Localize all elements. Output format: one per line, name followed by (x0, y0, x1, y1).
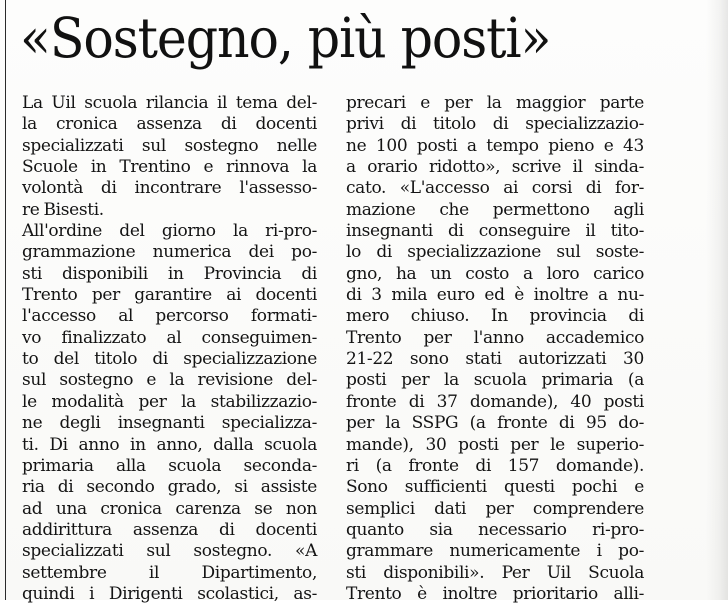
text-line: La Uil scuola rilancia il tema del- (22, 93, 317, 113)
text-line: to del titolo di specializzazione (22, 349, 317, 370)
article-column-2 (346, 93, 644, 605)
text-line: Sono sufficienti questi pochi e (346, 477, 644, 498)
text-line: a orario ridotto», scrive il sinda- (346, 157, 644, 178)
text-line: ne 100 posti a tempo pieno e 43 (346, 135, 644, 156)
text-line: precari e per la maggior parte (346, 93, 644, 113)
text-line: sti disponibili in Provincia di (22, 263, 317, 284)
text-line: sul sostegno e la revisione del- (22, 370, 317, 391)
text-line: vo finalizzato al conseguimen- (22, 327, 317, 348)
text-line: Scuole in Trentino e rinnova la (22, 157, 317, 178)
text-line: ne degli insegnanti specializza- (22, 413, 317, 434)
text-line: privi di titolo di specializzazio- (346, 114, 644, 135)
text-line: addirittura assenza di docenti (22, 519, 317, 540)
text-line: per la SSPG (a fronte di 95 do- (346, 413, 644, 434)
text-line: primaria alla scuola seconda- (22, 455, 317, 476)
text-line: settembre il Dipartimento, (22, 562, 317, 583)
text-line: ad una cronica carenza se non (22, 498, 317, 519)
text-line: quanto sia necessario ri-pro- (346, 519, 644, 540)
text-line: mazione che permettono agli (346, 199, 644, 220)
text-line: gno, ha un costo a loro carico (346, 263, 644, 284)
text-line: di 3 mila euro ed è inoltre a nu- (346, 285, 644, 306)
text-line: specializzati sul sostegno. «A (22, 541, 317, 562)
text-line: Trento per l'anno accademico (346, 327, 644, 348)
text-line: grammare numericamente i po- (346, 541, 644, 562)
text-line: All'ordine del giorno la ri-pro- (22, 221, 317, 242)
text-line: posti per la scuola primaria (a (346, 370, 644, 391)
text-line: l'accesso al percorso formati- (22, 306, 317, 327)
text-line: le modalità per la stabilizzazio- (22, 391, 317, 412)
text-line: sti disponibili». Per Uil Scuola (346, 562, 644, 583)
column-rule (5, 0, 6, 600)
page-edge-shadow (706, 0, 728, 600)
text-line: la cronica assenza di docenti (22, 114, 317, 135)
text-line: 21-22 sono stati autorizzati 30 (346, 349, 644, 370)
text-line: specializzati sul sostegno nelle (22, 135, 317, 156)
text-line: semplici dati per comprendere (346, 498, 644, 519)
text-line: Trento è inoltre prioritario alli- (346, 583, 644, 604)
text-line: grammazione numerica dei po- (22, 242, 317, 263)
text-line: ria di secondo grado, si assiste (22, 477, 317, 498)
text-line: Trento per garantire ai docenti (22, 285, 317, 306)
text-line: volontà di incontrare l'assesso- (22, 178, 317, 199)
text-line: mero chiuso. In provincia di (346, 306, 644, 327)
text-line: ri (a fronte di 157 domande). (346, 455, 644, 476)
text-line: fronte di 37 domande), 40 posti (346, 391, 644, 412)
text-line: mande), 30 posti per le superio- (346, 434, 644, 455)
text-line: insegnanti di conseguire il tito- (346, 221, 644, 242)
article-column-1 (22, 93, 317, 605)
text-line: re Bisesti. (22, 199, 104, 220)
text-line: lo di specializzazione sul soste- (346, 242, 644, 263)
text-line: quindi i Dirigenti scolastici, as- (22, 583, 317, 604)
headline: «Sostegno, più posti» (20, 6, 551, 70)
text-line: ti. Di anno in anno, dalla scuola (22, 434, 317, 455)
text-line: cato. «L'accesso ai corsi di for- (346, 178, 644, 199)
